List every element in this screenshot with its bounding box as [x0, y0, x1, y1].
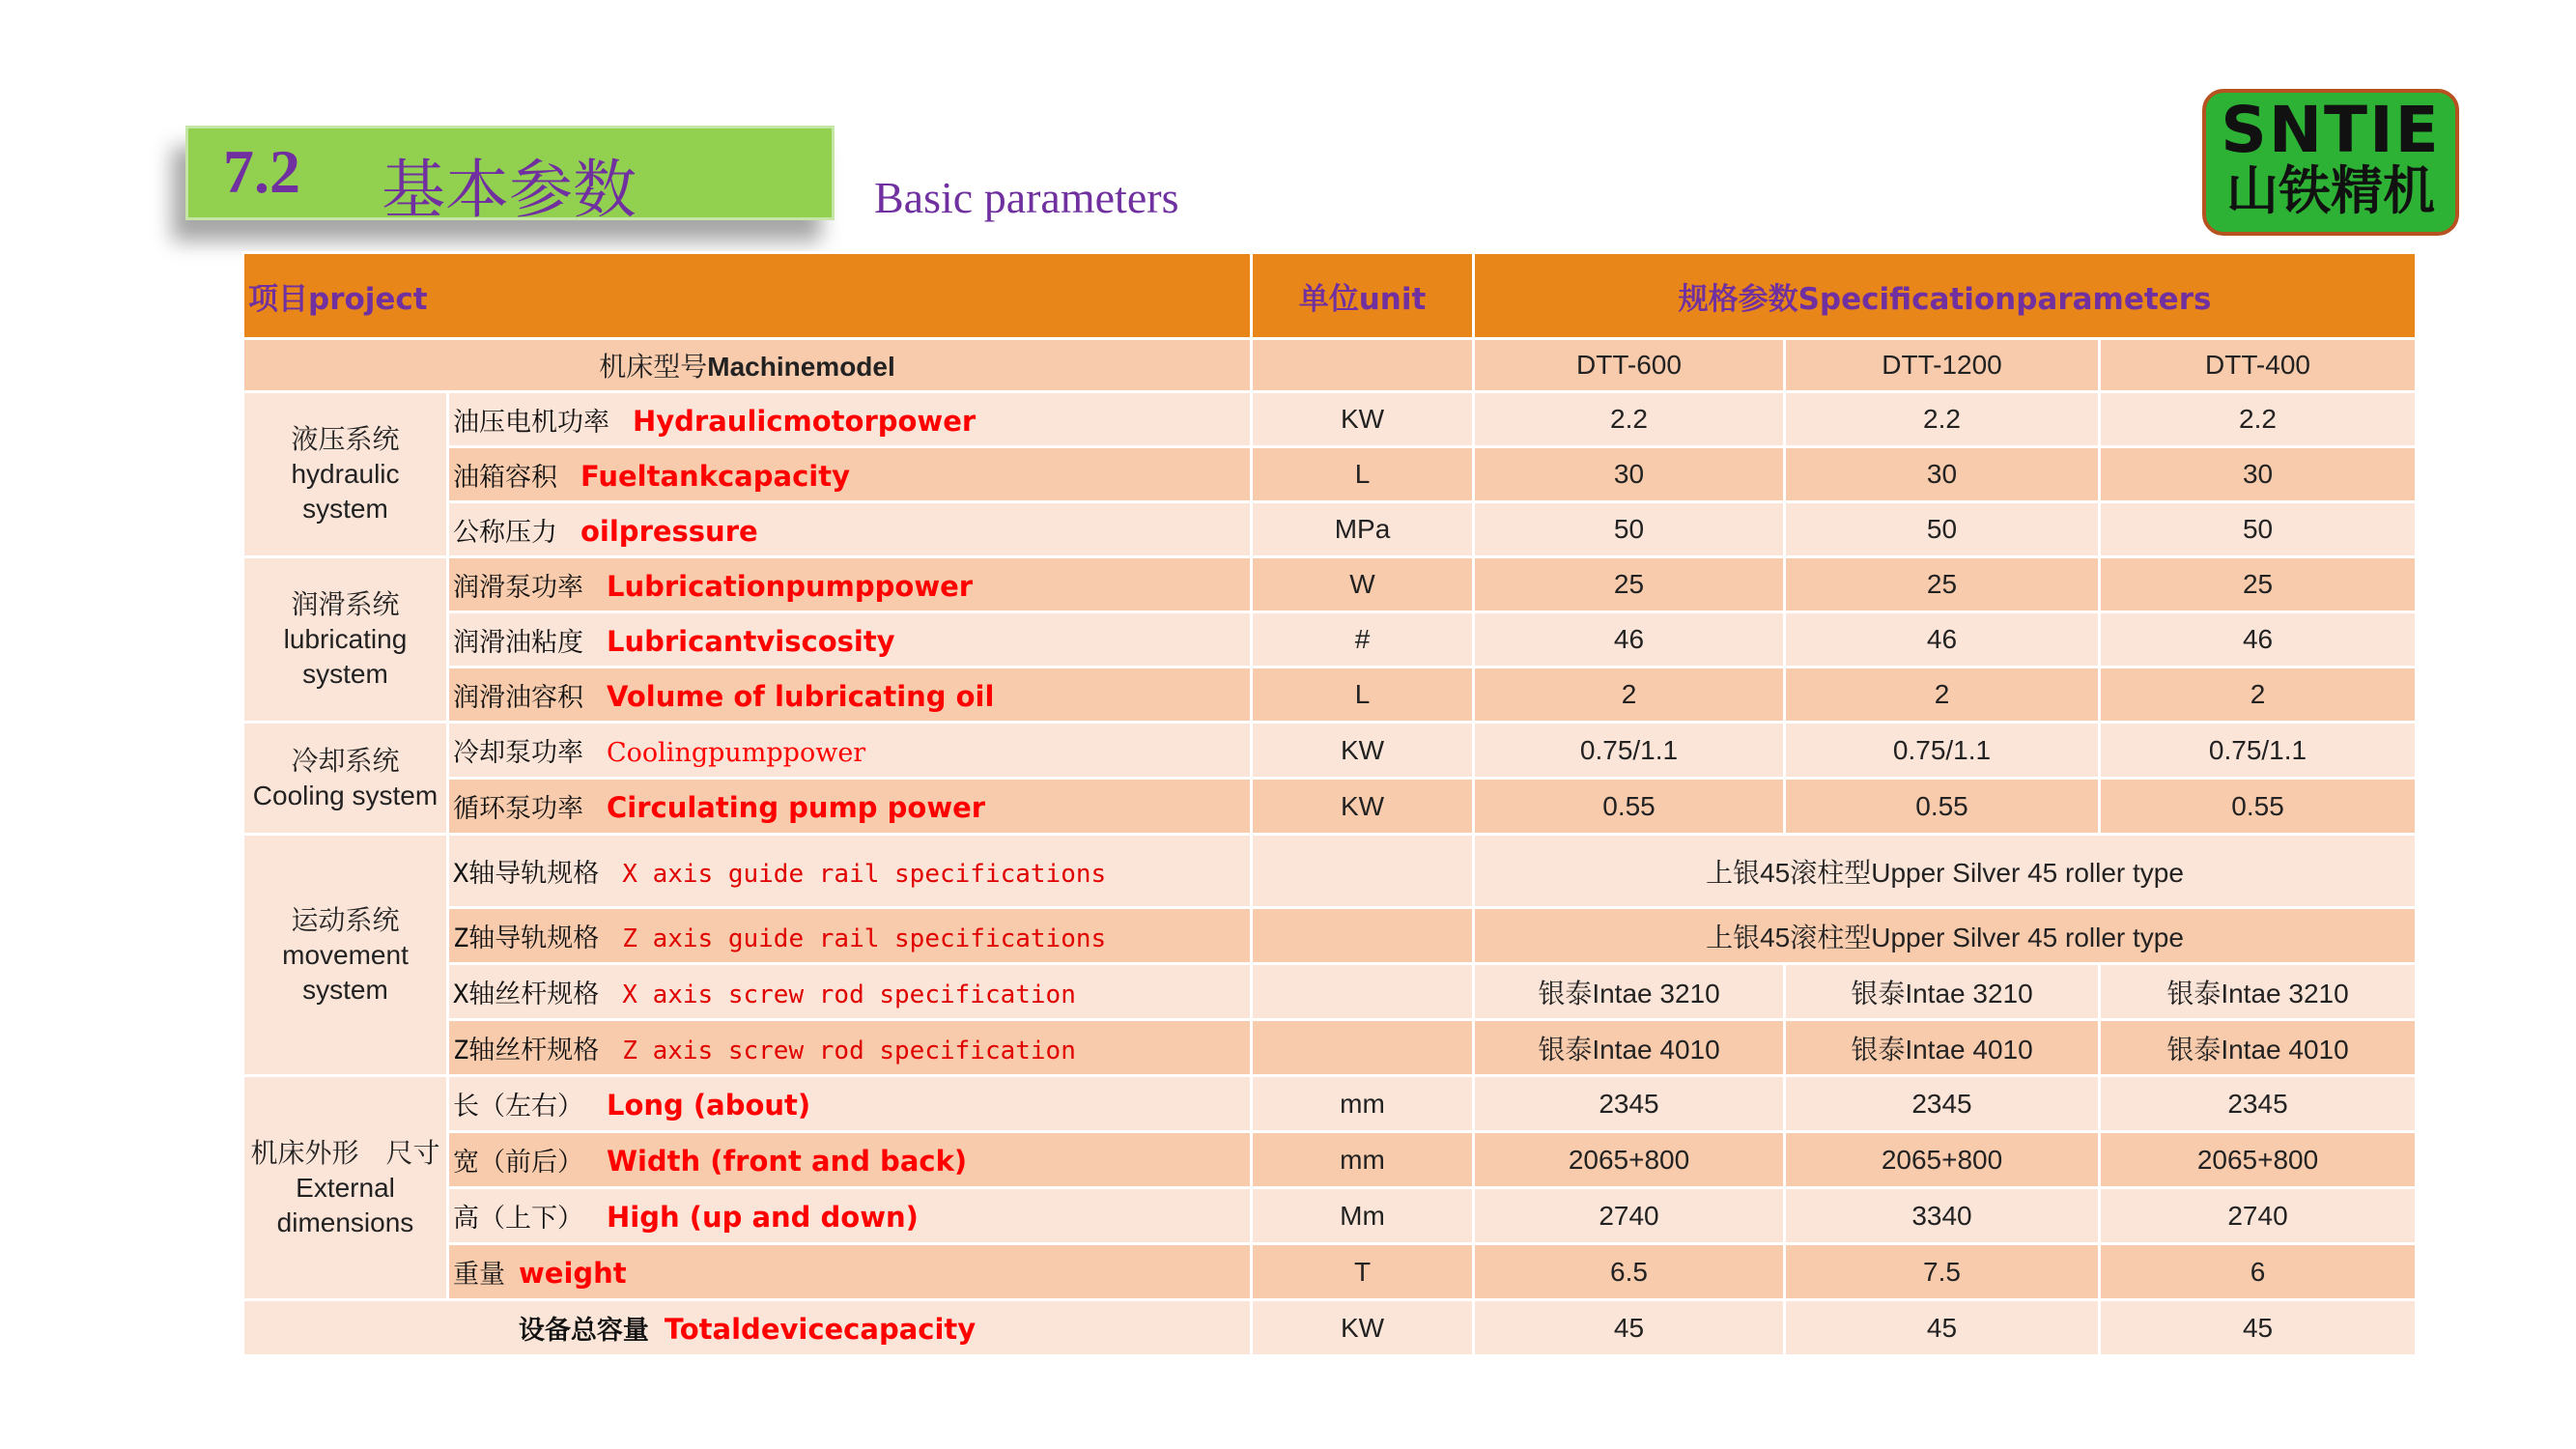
unit-cell	[1252, 908, 1474, 964]
unit-cell: W	[1252, 557, 1474, 612]
header-project: 项目project	[243, 253, 1252, 339]
value-cell: 46	[1474, 612, 1785, 668]
unit-cell: KW	[1252, 1300, 1474, 1356]
unit-cell: KW	[1252, 723, 1474, 779]
total-row	[243, 1300, 2417, 1356]
model-label: 机床型号Machinemodel	[243, 339, 1252, 392]
param-cell: Z轴丝杆规格 Z axis screw rod specification	[448, 1020, 1252, 1076]
section-number: 7.2	[223, 137, 300, 206]
param-cell: 重量 weight	[448, 1244, 1252, 1300]
value-cell: 30	[1474, 447, 1785, 502]
total-label: 设备总容量 Totaldevicecapacity	[243, 1300, 1252, 1356]
param-cell: 公称压力 oilpressure	[448, 502, 1252, 557]
value-cell: 2.2	[1785, 392, 2100, 447]
unit-cell: L	[1252, 668, 1474, 723]
group-cooling: 冷却系统 Cooling system	[243, 723, 448, 835]
model-name: DTT-1200	[1785, 339, 2100, 392]
model-name: DTT-600	[1474, 339, 1785, 392]
value-cell: 银泰Intae 3210	[2100, 964, 2417, 1020]
unit-cell: #	[1252, 612, 1474, 668]
spec-table	[241, 251, 2418, 1357]
param-cell: Z轴导轨规格 Z axis guide rail specifications	[448, 908, 1252, 964]
param-cell: X轴丝杆规格 X axis screw rod specification	[448, 964, 1252, 1020]
value-cell: 0.75/1.1	[1474, 723, 1785, 779]
value-cell: 45	[2100, 1300, 2417, 1356]
value-cell: 银泰Intae 4010	[1785, 1020, 2100, 1076]
header-spec: 规格参数Specificationparameters	[1474, 253, 2417, 339]
param-cell: 宽（前后） Width (front and back)	[448, 1132, 1252, 1188]
table-row	[243, 779, 2417, 835]
param-cell: 长（左右） Long (about)	[448, 1076, 1252, 1132]
unit-cell: T	[1252, 1244, 1474, 1300]
unit-cell	[1252, 1020, 1474, 1076]
value-cell: 50	[2100, 502, 2417, 557]
value-cell: 银泰Intae 3210	[1474, 964, 1785, 1020]
value-cell: 2065+800	[1785, 1132, 2100, 1188]
value-cell: 3340	[1785, 1188, 2100, 1244]
unit-cell: mm	[1252, 1132, 1474, 1188]
value-cell: 2740	[1474, 1188, 1785, 1244]
value-cell: 6	[2100, 1244, 2417, 1300]
header-unit: 单位unit	[1252, 253, 1474, 339]
param-cell: 油箱容积 Fueltankcapacity	[448, 447, 1252, 502]
value-cell: 0.75/1.1	[2100, 723, 2417, 779]
table-row	[243, 612, 2417, 668]
model-name: DTT-400	[2100, 339, 2417, 392]
table-row	[243, 1076, 2417, 1132]
value-cell: 银泰Intae 4010	[2100, 1020, 2417, 1076]
table-header-row	[243, 253, 2417, 339]
value-cell: 45	[1785, 1300, 2100, 1356]
group-movement: 运动系统 movement system	[243, 835, 448, 1076]
value-cell: 2.2	[1474, 392, 1785, 447]
value-cell: 2.2	[2100, 392, 2417, 447]
unit-cell	[1252, 835, 1474, 908]
value-cell: 30	[2100, 447, 2417, 502]
value-cell: 30	[1785, 447, 2100, 502]
table-row	[243, 1132, 2417, 1188]
value-cell: 2	[1474, 668, 1785, 723]
table-row	[243, 835, 2417, 908]
group-hydraulic: 液压系统 hydraulic system	[243, 392, 448, 557]
param-cell: 高（上下） High (up and down)	[448, 1188, 1252, 1244]
value-cell: 46	[2100, 612, 2417, 668]
table-row	[243, 1020, 2417, 1076]
param-cell: 冷却泵功率 Coolingpumppower	[448, 723, 1252, 779]
group-external: 机床外形 尺寸 External dimensions	[243, 1076, 448, 1300]
param-cell: 循环泵功率 Circulating pump power	[448, 779, 1252, 835]
value-cell: 0.55	[2100, 779, 2417, 835]
value-cell: 2	[2100, 668, 2417, 723]
group-lubricating: 润滑系统 lubricating system	[243, 557, 448, 723]
param-cell: 润滑油容积 Volume of lubricating oil	[448, 668, 1252, 723]
value-cell: 2	[1785, 668, 2100, 723]
table-row	[243, 1244, 2417, 1300]
table-row	[243, 392, 2417, 447]
table-row	[243, 447, 2417, 502]
value-cell: 6.5	[1474, 1244, 1785, 1300]
merged-value-cell: 上银45滚柱型Upper Silver 45 roller type	[1474, 908, 2417, 964]
value-cell: 银泰Intae 3210	[1785, 964, 2100, 1020]
value-cell: 45	[1474, 1300, 1785, 1356]
param-cell: 润滑油粘度 Lubricantviscosity	[448, 612, 1252, 668]
table-row	[243, 557, 2417, 612]
table-row	[243, 502, 2417, 557]
unit-cell: mm	[1252, 1076, 1474, 1132]
value-cell: 2345	[1785, 1076, 2100, 1132]
value-cell: 2065+800	[1474, 1132, 1785, 1188]
param-cell: 润滑泵功率 Lubricationpumppower	[448, 557, 1252, 612]
value-cell: 0.55	[1785, 779, 2100, 835]
unit-cell: KW	[1252, 779, 1474, 835]
section-title-box	[185, 126, 835, 227]
table-row	[243, 964, 2417, 1020]
value-cell: 25	[1785, 557, 2100, 612]
model-unit	[1252, 339, 1474, 392]
unit-cell	[1252, 964, 1474, 1020]
value-cell: 25	[2100, 557, 2417, 612]
value-cell: 50	[1785, 502, 2100, 557]
logo-text-cn: 山铁精机	[2226, 160, 2435, 221]
value-cell: 50	[1474, 502, 1785, 557]
merged-value-cell: 上银45滚柱型Upper Silver 45 roller type	[1474, 835, 2417, 908]
unit-cell: L	[1252, 447, 1474, 502]
section-title-en: Basic parameters	[874, 173, 1179, 222]
unit-cell: KW	[1252, 392, 1474, 447]
table-row	[243, 668, 2417, 723]
table-row	[243, 723, 2417, 779]
value-cell: 2065+800	[2100, 1132, 2417, 1188]
table-row	[243, 908, 2417, 964]
value-cell: 0.55	[1474, 779, 1785, 835]
value-cell: 银泰Intae 4010	[1474, 1020, 1785, 1076]
value-cell: 7.5	[1785, 1244, 2100, 1300]
unit-cell: MPa	[1252, 502, 1474, 557]
param-cell: X轴导轨规格 X axis guide rail specifications	[448, 835, 1252, 908]
param-cell: 油压电机功率 Hydraulicmotorpower	[448, 392, 1252, 447]
value-cell: 25	[1474, 557, 1785, 612]
table-row	[243, 1188, 2417, 1244]
value-cell: 2345	[1474, 1076, 1785, 1132]
value-cell: 0.75/1.1	[1785, 723, 2100, 779]
logo-text-en: SNTIE	[2221, 93, 2441, 167]
unit-cell: Mm	[1252, 1188, 1474, 1244]
company-logo	[2202, 89, 2459, 236]
section-title-cn: 基本参数	[382, 153, 637, 227]
model-row	[243, 339, 2417, 392]
value-cell: 46	[1785, 612, 2100, 668]
value-cell: 2345	[2100, 1076, 2417, 1132]
value-cell: 2740	[2100, 1188, 2417, 1244]
